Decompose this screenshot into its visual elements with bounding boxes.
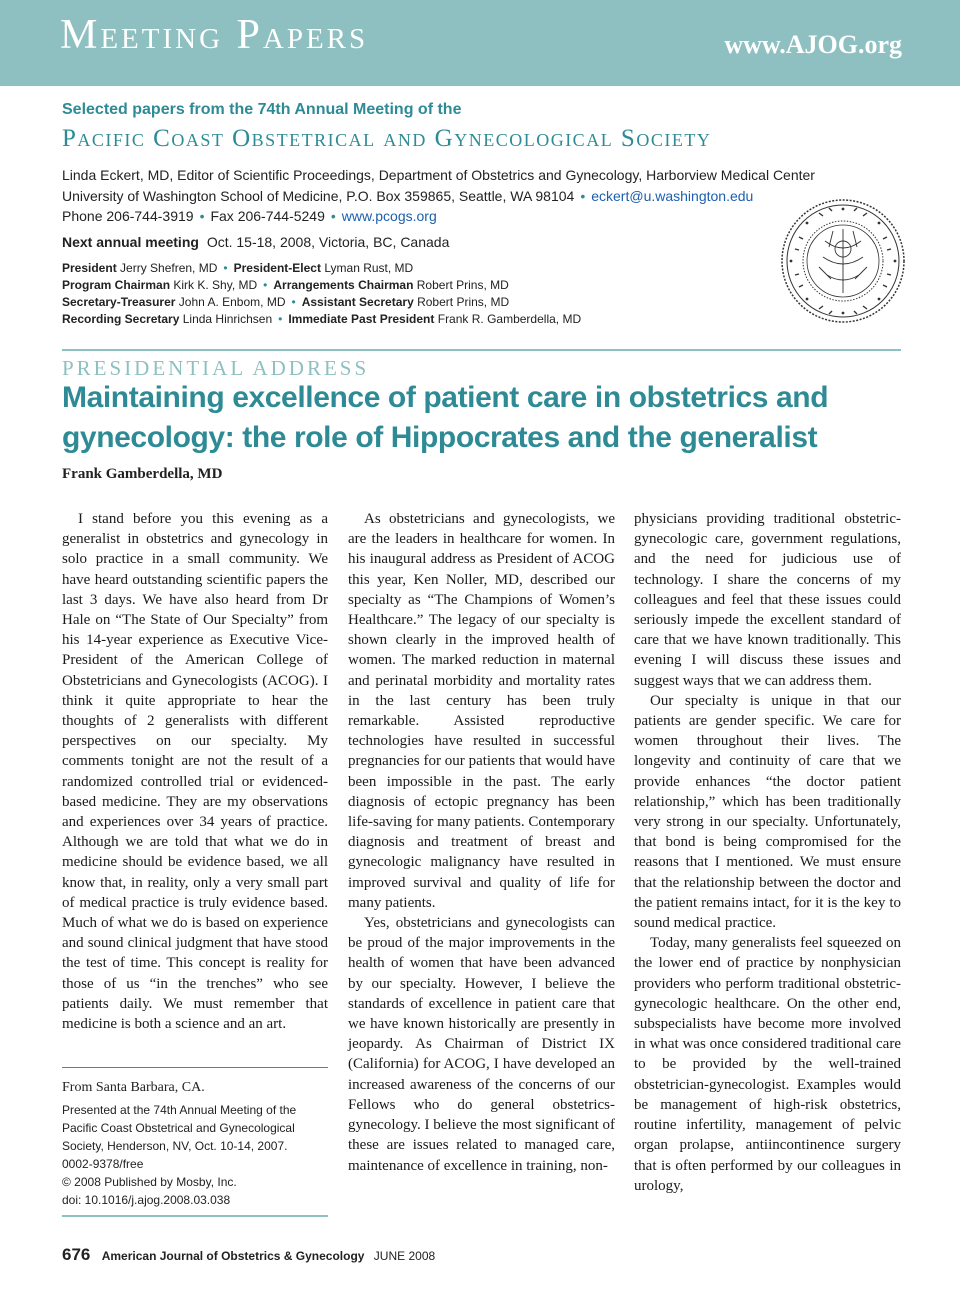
page-number: 676: [62, 1245, 91, 1264]
body-paragraph: physicians providing traditional obstetric-gynecologic care, government regulations, and the need for judicious use of technology. I share the concerns of my colleagues and feel that these issues could seriously impede the excellent standard of care that we have known traditionally. This evening I will discuss these issues and suggest ways that we can address them.: [634, 511, 901, 689]
address-line: [62, 186, 822, 206]
officer-role: Recording Secretary: [62, 312, 180, 326]
phone-text: Phone 206-744-3919: [62, 208, 194, 224]
bullet-icon: •: [278, 312, 283, 326]
officer-role: Arrangements Chairman: [273, 278, 414, 292]
officer-row: [62, 277, 581, 294]
header-banner: [0, 0, 960, 86]
officer-row: [62, 294, 581, 311]
bullet-icon: •: [199, 208, 205, 224]
footnote-affiliation: From Santa Barbara, CA.: [62, 1080, 205, 1095]
next-meeting-label: Next annual meeting: [62, 234, 199, 250]
footnote-bottom-rule: [62, 1215, 328, 1217]
body-paragraph: Today, many generalists feel squeezed on the lower end of practice by nonphysician providers who perform traditional obstetric-gynecologic healthcare. On the other end, subspecialists have become more involved in what was once considered traditional care to be provided by the well-trained obstetrician-gynecologist. Examples would be management of high-risk obstetrics, routine infertility, management of pelvic organ prolapse, antiincontinence surgery that is often performed by our colleagues in urology,: [634, 935, 901, 1194]
journal-url[interactable]: www.AJOG.org: [724, 30, 902, 59]
officer-role: President-Elect: [233, 261, 321, 275]
editor-contact-line: Linda Eckert, MD, Editor of Scientific Proceedings, Department of Obstetrics and Gynecology, Harborview Medical Center: [62, 167, 815, 183]
officer-name: Lyman Rust, MD: [324, 261, 414, 275]
selected-papers-line: Selected papers from the 74th Annual Meeting of the: [62, 101, 462, 118]
bullet-icon: •: [291, 295, 296, 309]
officers-list: [62, 260, 581, 328]
body-column-1: [62, 509, 328, 1034]
society-name: Pacific Coast Obstetrical and Gynecological Society: [62, 125, 712, 152]
journal-name: American Journal of Obstetrics & Gynecology: [101, 1249, 365, 1263]
bullet-icon: •: [223, 261, 228, 275]
issue-date: JUNE 2008: [373, 1249, 436, 1263]
society-seal-icon: [779, 197, 907, 325]
footnote-divider: [62, 1067, 328, 1068]
body-column-2: [348, 509, 615, 1176]
officer-name: Linda Hinrichsen: [182, 312, 273, 326]
article-title: Maintaining excellence of patient care in obstetrics and gynecology: the role of Hippocrates and the generalist: [62, 381, 829, 454]
officer-role: President: [62, 261, 117, 275]
body-paragraph: I stand before you this evening as a generalist in obstetrics and gynecology in solo practice in a small community. We have heard outstanding scientific papers the last 3 days. We have also heard from Dr Hale on “The State of Our Specialty” from his 14-year experience as Executive Vice-President of the American College of Obstetricians and Gynecologists (ACOG). I think it quite appropriate to hear the thoughts of 2 generalists with different perspectives on our specialty. My comments tonight are not the result of a randomized controlled trial or evidenced-based medicine. They are my observations and experiences over 34 years of practice. Although we are told that what we do in medicine should be evidence based, we all know that, in reality, only a very small part of medical practice is truly evidence based. Much of what we do is based on experience and sound clinical judgment that have stood the test of time. This concept is reality for those of us “in the trenches” who see patients daily. We must remember that medicine is both a science and an art.: [62, 511, 328, 1033]
body-paragraph: As obstetricians and gynecologists, we are the leaders in healthcare for women. In his inaugural address as President of ACOG this year, Ken Noller, MD, described our specialty as “The Champions of Women’s Healthcare.” The legacy of our specialty is shown clearly in the improved health of women. The marked reduction in maternal and perinatal morbidity and mortality rates in the last century has been truly remarkable. Assisted reproductive technologies have resulted in successful pregnancies for our patients that would have been impossible in the past. The early diagnosis of ectopic pregnancy has been life-saving for many patients. Contemporary diagnosis and treatment of breast and gynecologic malignancy have resulted in improved survival and quality of life for many patients.: [348, 511, 616, 911]
footnote-info: [62, 1101, 328, 1209]
bullet-icon: •: [330, 208, 336, 224]
footnote-copyright: © 2008 Published by Mosby, Inc.: [62, 1175, 237, 1189]
next-meeting-value: Oct. 15-18, 2008, Victoria, BC, Canada: [206, 234, 450, 250]
officer-name: Kirk K. Shy, MD: [173, 278, 258, 292]
officer-row: [62, 260, 581, 277]
body-column-3: [634, 509, 901, 1196]
section-divider: [62, 349, 901, 351]
page-footer: [62, 1245, 435, 1265]
footnote-doi[interactable]: doi: 10.1016/j.ajog.2008.03.038: [62, 1193, 231, 1207]
fax-text: Fax 206-744-5249: [210, 208, 325, 224]
body-paragraph: Yes, obstetricians and gynecologists can be proud of the major improvements in the health of women that have been advanced by our specialty. However, I believe the standards of excellence in patient care that we have known historically are presently in jeopardy. As Chairman of District IX (California) for ACOG, I have developed an increased awareness of the concerns of our Fellows who do general obstetrics-gynecology. I believe the most significant of these are issues related to managed care, maintenance of excellence in training, non-: [348, 915, 615, 1174]
footnote-presented: Presented at the 74th Annual Meeting of the Pacific Coast Obstetrical and Gynecological Society, Henderson, NV, Oct. 10-14, 2007.: [62, 1103, 297, 1153]
officer-role: Assistant Secretary: [301, 295, 414, 309]
officer-name: John A. Enbom, MD: [178, 295, 286, 309]
officer-name: Robert Prins, MD: [416, 278, 509, 292]
officer-row: [62, 311, 581, 328]
officer-name: Jerry Shefren, MD: [120, 261, 218, 275]
officer-name: Frank R. Gamberdella, MD: [437, 312, 582, 326]
footnote-issn: 0002-9378/free: [62, 1157, 144, 1171]
officer-role: Secretary-Treasurer: [62, 295, 176, 309]
officer-role: Immediate Past President: [288, 312, 435, 326]
officer-role: Program Chairman: [62, 278, 171, 292]
section-banner-title: Meeting Papers: [60, 12, 369, 58]
address-text: University of Washington School of Medicine, P.O. Box 359865, Seattle, WA 98104: [62, 188, 575, 204]
body-paragraph: Our specialty is unique in that our patients are gender specific. We care for women throughout their lives. The longevity and continuity of care that we provide enhances “the doctor patient relationship,” which has been traditionally very strong in our specialty. Unfortunately, that bond is being compromised for the reasons that I mentioned. We must ensure that the relationship between the doctor and the patient remains intact, for it is the key to sound medical practice.: [634, 692, 901, 932]
officer-name: Robert Prins, MD: [417, 295, 510, 309]
phone-line: [62, 206, 822, 226]
bullet-icon: •: [263, 278, 268, 292]
section-label: PRESIDENTIAL ADDRESS: [62, 356, 370, 380]
bullet-icon: •: [580, 188, 586, 204]
email-link[interactable]: eckert@u.washington.edu: [591, 188, 754, 204]
article-author: Frank Gamberdella, MD: [62, 466, 223, 482]
website-link[interactable]: www.pcogs.org: [341, 208, 437, 224]
next-meeting: [62, 234, 449, 250]
